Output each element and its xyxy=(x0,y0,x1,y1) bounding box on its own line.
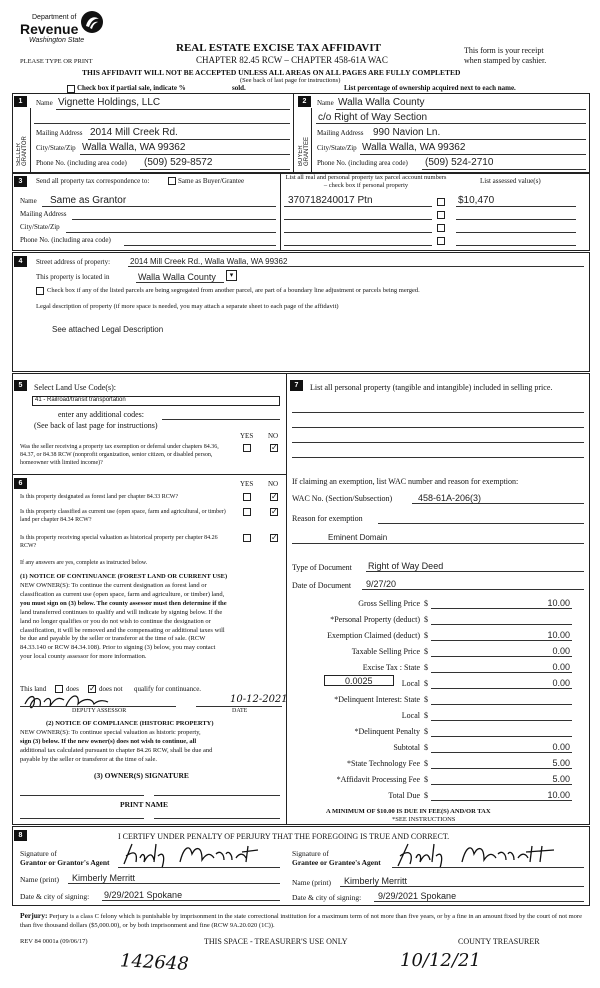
assessed-header: List assessed value(s) xyxy=(480,177,541,185)
exemption-claimed-field[interactable]: 10.00 xyxy=(547,630,570,640)
parcel-header: List all real and personal property tax parcel account numbers – check box if personal property xyxy=(285,174,447,189)
seller-mailing-field[interactable]: 2014 Mill Creek Rd. xyxy=(90,127,178,138)
grantor-date-field[interactable]: 9/29/2021 Spokane xyxy=(104,890,183,900)
grantor-date-label: Date & city of signing: xyxy=(20,892,90,901)
section-4-box xyxy=(12,252,590,372)
additional-codes-label: enter any additional codes: xyxy=(58,410,144,419)
corr-phone-label: Phone No. (including area code) xyxy=(20,236,111,244)
form-number: REV 84 0001a (09/06/17) xyxy=(20,938,88,945)
form-chapter: CHAPTER 82.45 RCW – CHAPTER 458-61A WAC xyxy=(196,55,388,65)
excise-state-label: Excise Tax : State xyxy=(362,663,420,672)
s6-q3-yes-checkbox[interactable] xyxy=(243,534,251,542)
county-select-value[interactable]: Walla Walla County xyxy=(138,272,216,282)
seller-phone-field[interactable]: (509) 529-8572 xyxy=(144,157,213,168)
exemption-question: If claiming an exemption, list WAC number and reason for exemption: xyxy=(292,477,519,486)
total-due-field[interactable]: 10.00 xyxy=(547,790,570,800)
personal-property-checkbox-1[interactable] xyxy=(437,198,445,206)
personal-property-checkbox-4[interactable] xyxy=(437,237,445,245)
delinquent-interest-state-label: *Delinquent Interest: State xyxy=(334,695,420,704)
street-address-field[interactable]: 2014 Mill Creek Rd., Walla Walla, WA 99362 xyxy=(130,257,288,266)
buyer-name-label: Name xyxy=(317,99,334,107)
wac-label: WAC No. (Section/Subsection) xyxy=(292,494,393,503)
s5-yes-header: YES xyxy=(240,432,254,440)
subtotal-label: Subtotal xyxy=(393,743,420,752)
seller-name-label: Name xyxy=(36,99,53,107)
grantor-sig-label-2: Grantor or Grantor's Agent xyxy=(20,858,110,867)
personal-property-label: List all personal property (tangible and intangible) included in selling price. xyxy=(310,383,553,392)
assessed-value-field[interactable]: $10,470 xyxy=(458,195,495,206)
dor-emblem-icon xyxy=(80,10,104,34)
processing-fee-field[interactable]: 5.00 xyxy=(552,774,570,784)
technology-fee-field[interactable]: 5.00 xyxy=(552,758,570,768)
parcel-number-field[interactable]: 370718240017 Ptn xyxy=(288,195,373,206)
section-3-number: 3 xyxy=(14,176,27,187)
sold-label: sold. xyxy=(232,84,246,92)
notice-continuance-body: NEW OWNER(S): To continue the current designation as forest land or classification as current use (open space, farm and agriculture, or timber) land, you must sign on (3) below. The county assessor must then determine if the land transferred continues to qualify and will indicate by signing below. If the land no longer qualifies or you do not wish to continue the designation or classification, it will be removed and the compensating or additional taxes will be due and payable by the seller or transferor at the time of sale. (RCW 84.33.140 or RCW 84.34.108). Prior to signing (3) below, you may contact your local county assessor for more information. xyxy=(20,582,227,661)
legal-description-label: Legal description of property (if more space is needed, you may attach a separate sheet to each page of the affidavit) xyxy=(36,303,339,310)
excise-state-field[interactable]: 0.00 xyxy=(552,662,570,672)
partial-sale-checkbox[interactable] xyxy=(67,85,75,93)
form-warning: THIS AFFIDAVIT WILL NOT BE ACCEPTED UNLESS ALL AREAS ON ALL PAGES ARE FULLY COMPLETED xyxy=(82,68,461,77)
s6-question-3: Is this property receiving special valuation as historical property per chapter 84.26 RCW? xyxy=(20,535,218,549)
buyer-phone-field[interactable]: (509) 524-2710 xyxy=(425,157,494,168)
reason-field[interactable]: Eminent Domain xyxy=(328,533,388,542)
if-any-yes: If any answers are yes, complete as instructed below. xyxy=(20,560,148,566)
section-2-number: 2 xyxy=(298,96,311,107)
handwritten-date: 10/12/21 xyxy=(400,950,481,971)
buyer-mailing-label: Mailing Address xyxy=(317,129,364,137)
land-does-label: does xyxy=(66,685,79,693)
delinquent-penalty-label: *Delinquent Penalty xyxy=(354,727,420,736)
logo-dept-line3: Washington State xyxy=(29,37,85,44)
excise-local-label: Local xyxy=(401,679,420,688)
gross-price-label: Gross Selling Price xyxy=(358,599,420,608)
grantor-sig-label-1: Signature of xyxy=(20,849,57,858)
corr-mailing-label: Mailing Address xyxy=(20,210,67,218)
buyer-grantee-label: BUYER GRANTEE xyxy=(298,136,310,166)
partial-sale-label: Check box if partial sale, indicate % xyxy=(77,84,186,92)
local-rate-box[interactable] xyxy=(324,675,394,686)
technology-fee-label: *State Technology Fee xyxy=(346,759,420,768)
located-in-label: This property is located in xyxy=(36,273,110,281)
send-correspondence-label: Send all property tax correspondence to: xyxy=(36,177,150,185)
corr-name-label: Name xyxy=(20,197,37,205)
seller-city-field[interactable]: Walla Walla, WA 99362 xyxy=(82,142,186,153)
land-use-code-field[interactable] xyxy=(32,396,280,406)
legal-description-field[interactable]: See attached Legal Description xyxy=(52,325,164,334)
grantee-name-label: Name (print) xyxy=(292,878,331,887)
exemption-claimed-label: Exemption Claimed (deduct) xyxy=(327,631,420,640)
personal-property-checkbox-2[interactable] xyxy=(437,211,445,219)
land-use-see-back: (See back of last page for instructions) xyxy=(34,421,158,430)
s5-question-1: Was the seller receiving a property tax exemption or deferral under chapters 84.36, 84.37, or 84.38 RCW (nonprofit organization, senior citizen, or disabled person, homeowner with limited income)? xyxy=(20,444,219,466)
treasurer-space-label: THIS SPACE - TREASURER'S USE ONLY xyxy=(204,937,348,946)
street-address-label: Street address of property: xyxy=(36,258,111,266)
total-due-label: Total Due xyxy=(388,791,420,800)
notice-continuance-title: (1) NOTICE OF CONTINUANCE (FOREST LAND OR CURRENT USE) xyxy=(20,573,228,580)
grantee-date-label: Date & city of signing: xyxy=(292,893,362,902)
s6-yes-header: YES xyxy=(240,480,254,488)
see-instructions: *SEE INSTRUCTIONS xyxy=(392,816,456,823)
s5-q1-yes-checkbox[interactable] xyxy=(243,444,251,452)
grantor-signature[interactable] xyxy=(118,840,268,870)
same-as-buyer-checkbox[interactable] xyxy=(168,177,176,185)
section-5-number: 5 xyxy=(14,380,27,391)
grantee-sig-label-1: Signature of xyxy=(292,849,329,858)
delinquent-interest-local-label: Local xyxy=(401,711,420,720)
land-use-code-value: 41 - Railroad/transit transportation xyxy=(35,397,126,403)
land-does-not-label: does not xyxy=(99,685,123,693)
certify-statement: I CERTIFY UNDER PENALTY OF PERJURY THAT THE FOREGOING IS TRUE AND CORRECT. xyxy=(118,832,450,841)
processing-fee-label: *Affidavit Processing Fee xyxy=(336,775,420,784)
doc-type-label: Type of Document xyxy=(292,563,352,572)
perjury-notice: Perjury: Perjury is a class C felony which is punishable by imprisonment in the state correctional institution for a maximum term of not more than five years, or by a fine in an amount fixed by the court of not more than five thousand dollars ($5,000.00), or by both imprisonment and fine (RCW 9A.20.020 (1C)). xyxy=(20,911,582,929)
grantee-date-field[interactable]: 9/29/2021 Spokane xyxy=(378,891,457,901)
this-land-label: This land xyxy=(20,685,47,693)
form-title: REAL ESTATE EXCISE TAX AFFIDAVIT xyxy=(176,42,381,54)
county-dropdown-icon[interactable]: ▾ xyxy=(226,270,237,281)
seller-grantor-label: SELLER GRANTOR xyxy=(16,136,28,166)
assessor-date-value: 10-12-2021 xyxy=(230,694,288,705)
please-type: PLEASE TYPE OR PRINT xyxy=(20,58,93,65)
s6-q2-yes-checkbox[interactable] xyxy=(243,508,251,516)
s6-q1-no-checkbox[interactable]: ✓ xyxy=(271,492,278,501)
section-6-number: 6 xyxy=(14,478,27,489)
subtotal-field[interactable]: 0.00 xyxy=(552,742,570,752)
wac-field[interactable]: 458-61A-206(3) xyxy=(418,493,482,503)
taxable-price-label: Taxable Selling Price xyxy=(351,647,420,656)
excise-local-field[interactable]: 0.00 xyxy=(552,678,570,688)
personal-property-checkbox-3[interactable] xyxy=(437,224,445,232)
notice-compliance-body: NEW OWNER(S): To continue special valuation as historic property, sign (3) below. If the new owner(s) does not wish to continue, all additional tax calculated pursuant to chapter 84.26 RCW, shall be due and payable by the seller or transferor at the time of sale. xyxy=(20,729,213,763)
grantor-name-field[interactable]: Kimberly Merritt xyxy=(72,873,136,883)
doc-date-label: Date of Document xyxy=(292,581,352,590)
local-rate-value: 0.0025 xyxy=(345,676,373,686)
owners-signature-label: (3) OWNER(S) SIGNATURE xyxy=(94,771,189,780)
buyer-mailing-field[interactable]: 990 Navion Ln. xyxy=(373,127,441,138)
seller-mailing-label: Mailing Address xyxy=(36,129,83,137)
grantee-sig-label-2: Grantee or Grantee's Agent xyxy=(292,858,381,867)
s6-q3-no-checkbox[interactable]: ✓ xyxy=(271,533,278,542)
buyer-city-field[interactable]: Walla Walla, WA 99362 xyxy=(362,142,466,153)
buyer-name-field[interactable]: Walla Walla County xyxy=(338,97,425,108)
buyer-city-label: City/State/Zip xyxy=(317,144,357,152)
taxable-price-field[interactable]: 0.00 xyxy=(552,646,570,656)
grantee-name-field[interactable]: Kimberly Merritt xyxy=(344,876,408,886)
s6-question-2: Is this property classified as current use (open space, farm and agricultural, or timber) land per chapter 84.34 RCW? xyxy=(20,509,226,523)
receipt-line1: This form is your receipt xyxy=(464,46,544,55)
buyer-phone-label: Phone No. (including area code) xyxy=(317,159,408,167)
section-1-number: 1 xyxy=(14,96,27,107)
qualify-label: qualify for continuance. xyxy=(134,685,202,693)
section-7-number: 7 xyxy=(290,380,303,391)
segregated-checkbox[interactable] xyxy=(36,287,44,295)
seller-city-label: City/State/Zip xyxy=(36,144,76,152)
logo-dept-line1: Department of xyxy=(32,14,77,21)
see-back-instructions: (See back of last page for instructions) xyxy=(240,77,341,84)
grantor-name-label: Name (print) xyxy=(20,875,59,884)
land-use-label: Select Land Use Code(s): xyxy=(34,383,116,392)
section-8-number: 8 xyxy=(14,830,27,841)
notice-compliance-title: (2) NOTICE OF COMPLIANCE (HISTORIC PROPERTY) xyxy=(46,720,214,727)
s6-q1-yes-checkbox[interactable] xyxy=(243,493,251,501)
section-4-number: 4 xyxy=(14,256,27,267)
reason-label: Reason for exemption xyxy=(292,514,363,523)
ownership-pct-label: List percentage of ownership acquired next to each name. xyxy=(344,84,516,92)
deputy-assessor-label: DEPUTY ASSESSOR xyxy=(72,708,127,714)
corr-city-label: City/State/Zip xyxy=(20,223,60,231)
logo-dept-line2: Revenue xyxy=(20,21,79,37)
county-treasurer-label: COUNTY TREASURER xyxy=(458,937,540,946)
corr-name-field[interactable]: Same as Grantor xyxy=(50,195,127,206)
s6-no-header: NO xyxy=(268,480,279,488)
gross-price-field[interactable]: 10.00 xyxy=(547,598,570,608)
print-name-label: PRINT NAME xyxy=(120,800,168,809)
s5-no-header: NO xyxy=(268,432,279,440)
seller-name-field[interactable]: Vignette Holdings, LLC xyxy=(58,97,161,108)
s5-q1-no-checkbox[interactable]: ✓ xyxy=(271,443,278,452)
handwritten-receipt-number: 142648 xyxy=(119,950,190,975)
seller-phone-label: Phone No. (including area code) xyxy=(36,159,127,167)
doc-type-field[interactable]: Right of Way Deed xyxy=(368,561,444,571)
s6-q2-no-checkbox[interactable]: ✓ xyxy=(271,507,278,516)
s6-question-1: Is this property designated as forest land per chapter 84.33 RCW? xyxy=(20,494,179,500)
buyer-name2-field[interactable]: c/o Right of Way Section xyxy=(318,112,428,123)
assessor-date-label: DATE xyxy=(232,708,248,714)
grantee-signature[interactable] xyxy=(392,840,562,870)
personal-property-deduct-label: *Personal Property (deduct) xyxy=(330,615,420,624)
segregated-label: Check box if any of the listed parcels are being segregated from another parcel, are part of a boundary line adjustment or parcels being merged. xyxy=(47,287,420,294)
land-does-not-checkbox[interactable]: ✓ xyxy=(89,684,96,693)
minimum-due-notice: A MINIMUM OF $10.00 IS DUE IN FEE(S) AND/OR TAX xyxy=(326,808,491,815)
receipt-line2: when stamped by cashier. xyxy=(464,56,547,65)
same-as-buyer-label: Same as Buyer/Grantee xyxy=(178,177,245,185)
doc-date-field[interactable]: 9/27/20 xyxy=(366,579,397,589)
